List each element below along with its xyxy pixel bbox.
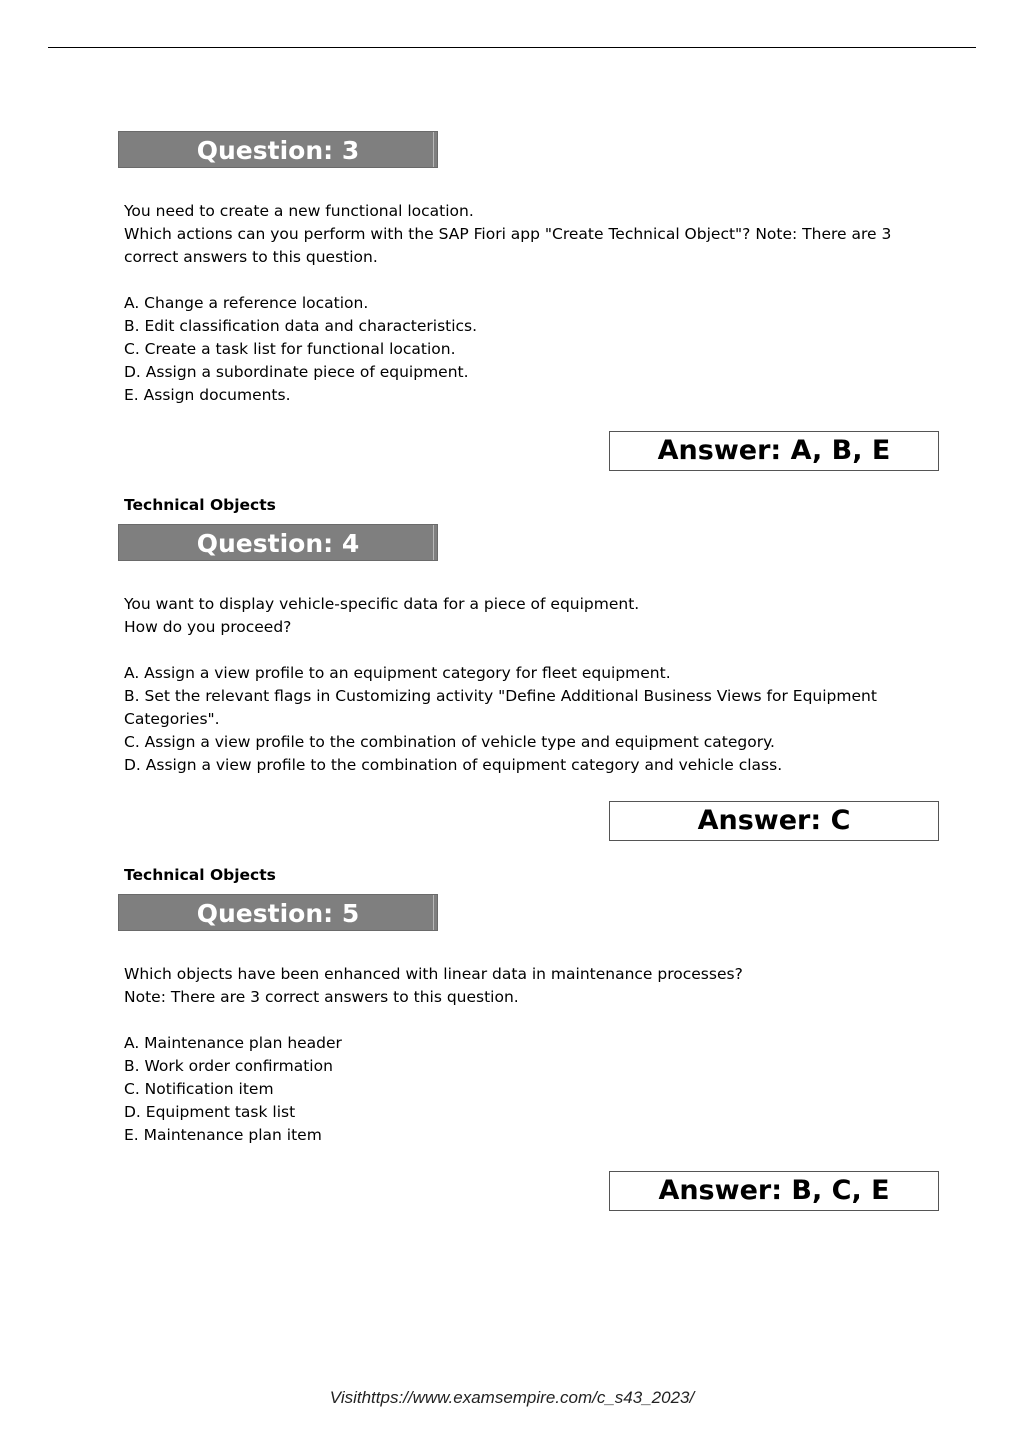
answer-option-a: A. Maintenance plan header <box>124 1034 342 1052</box>
answer-option-b: B. Work order confirmation <box>124 1057 333 1075</box>
question-4-answer: Answer: C <box>609 801 939 841</box>
answer-option-d: D. Assign a subordinate piece of equipment. <box>124 363 469 381</box>
question-4-header: Question: 4 <box>118 524 438 561</box>
answer-option-a: A. Change a reference location. <box>124 294 369 312</box>
question-5-header: Question: 5 <box>118 894 438 931</box>
answer-option-a: A. Assign a view profile to an equipment category for fleet equipment. <box>124 664 671 682</box>
question-3-answer: Answer: A, B, E <box>609 431 939 471</box>
question-stem-line: Note: There are 3 correct answers to this question. <box>124 988 519 1006</box>
answer-option-b: B. Edit classification data and characteristics. <box>124 317 478 335</box>
question-3-header: Question: 3 <box>118 131 438 168</box>
answer-option-d: D. Assign a view profile to the combination of equipment category and vehicle class. <box>124 756 783 774</box>
question-stem-line: Which actions can you perform with the SAP Fiori app "Create Technical Object"? Note: There are 3 <box>124 225 892 243</box>
question-stem-line: correct answers to this question. <box>124 248 378 266</box>
question-4-body <box>124 593 914 777</box>
answer-option-e: E. Assign documents. <box>124 386 291 404</box>
answer-option-c: C. Notification item <box>124 1080 274 1098</box>
answer-option-c: C. Assign a view profile to the combination of vehicle type and equipment category. <box>124 733 775 751</box>
question-stem-line: You want to display vehicle-specific data for a piece of equipment. <box>124 595 640 613</box>
top-divider <box>48 47 976 48</box>
answer-option-b-continued: Categories". <box>124 710 220 728</box>
question-5-answer: Answer: B, C, E <box>609 1171 939 1211</box>
question-stem-line: Which objects have been enhanced with linear data in maintenance processes? <box>124 965 743 983</box>
answer-option-b: B. Set the relevant flags in Customizing activity "Define Additional Business Views for Equipment <box>124 687 877 705</box>
footer-link[interactable]: Visithttps://www.examsempire.com/c_s43_2023/ <box>329 1388 695 1407</box>
answer-option-c: C. Create a task list for functional location. <box>124 340 456 358</box>
question-5-body <box>124 963 914 1147</box>
answer-option-e: E. Maintenance plan item <box>124 1126 322 1144</box>
section-label: Technical Objects <box>124 866 276 884</box>
section-label: Technical Objects <box>124 496 276 514</box>
answer-option-d: D. Equipment task list <box>124 1103 296 1121</box>
question-stem-line: You need to create a new functional location. <box>124 202 474 220</box>
question-stem-line: How do you proceed? <box>124 618 292 636</box>
question-3-body <box>124 200 914 407</box>
